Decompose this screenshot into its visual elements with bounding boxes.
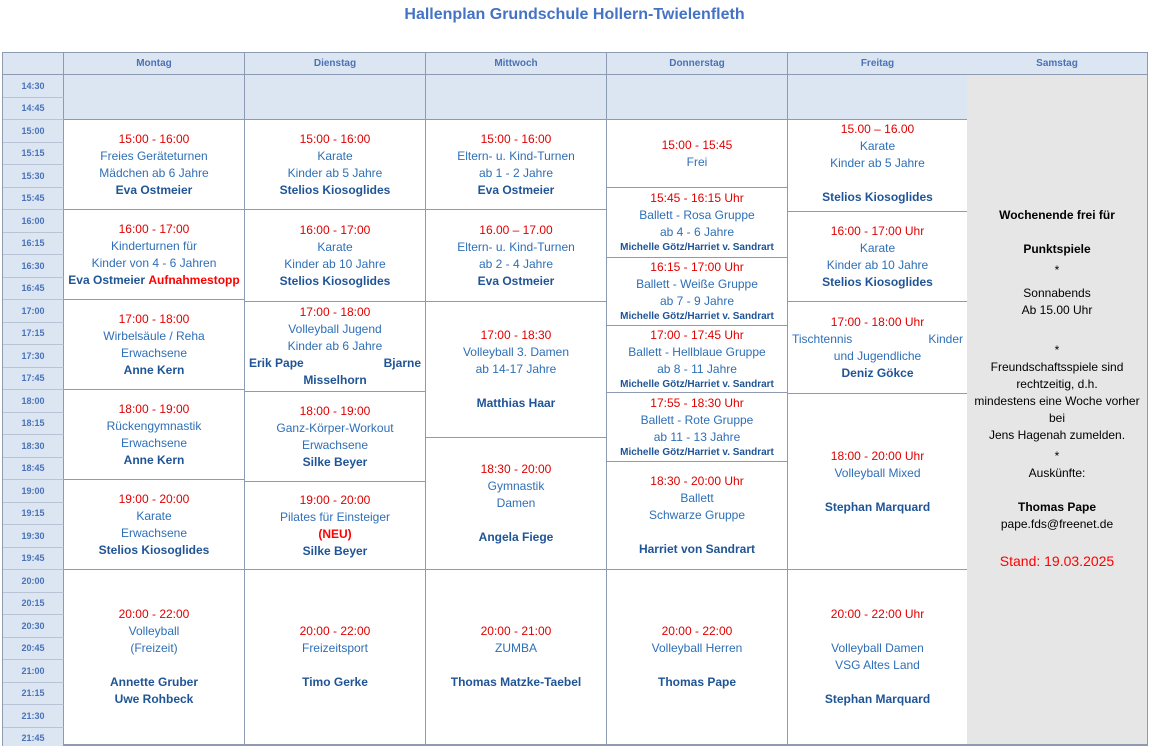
schedule-entry-dienstag <box>245 392 426 482</box>
time-slot: 15:00 <box>3 120 64 143</box>
entry-text: Karate <box>317 148 353 163</box>
entry-time: 20:00 - 22:00 Uhr <box>830 607 925 621</box>
time-slot: 20:30 <box>3 615 64 638</box>
entry-time: 15.00 – 16.00 <box>840 122 915 136</box>
schedule-entry-montag <box>64 570 245 745</box>
entry-text: Ganz-Körper-Workout <box>276 420 394 435</box>
schedule-entry-mittwoch <box>426 570 607 745</box>
time-slot: 21:45 <box>3 728 64 746</box>
entry-person: Uwe Rohbeck <box>114 692 194 706</box>
entry-text: Karate <box>859 139 896 153</box>
time-slot: 16:45 <box>3 278 64 301</box>
schedule-entry-montag <box>64 300 245 390</box>
entry-time: 18:00 - 19:00 <box>118 401 190 416</box>
time-slot: 20:00 <box>3 570 64 593</box>
entry-text: Rückengymnastik <box>106 418 202 433</box>
schedule-entry-dienstag <box>245 482 426 570</box>
entry-text: Volleyball <box>128 624 180 638</box>
entry-text: Kinder ab 5 Jahre <box>830 156 925 170</box>
entry-text: ab 4 - 6 Jahre <box>659 225 735 239</box>
time-slot: 14:30 <box>3 75 64 98</box>
schedule-entry-dienstag <box>245 210 426 302</box>
entry-time: 16:00 - 17:00 <box>118 221 190 236</box>
entry-text: Volleyball 3. Damen <box>462 345 570 359</box>
entry-text: Pilates für Einsteiger <box>279 509 391 524</box>
schedule-entry-mittwoch <box>426 302 607 438</box>
time-slot: 19:00 <box>3 480 64 503</box>
schedule-entry-donnerstag <box>607 188 788 258</box>
contact-name: Thomas Pape <box>1017 500 1097 514</box>
entry-text: Ballett - Weiße Gruppe <box>636 277 758 291</box>
schedule-entry-freitag <box>788 212 968 302</box>
entry-text: Schwarze Gruppe <box>648 508 746 522</box>
contact-email[interactable]: pape.fds@freenet.de <box>1000 517 1114 531</box>
entry-person: Stelios Kiosoglides <box>98 542 210 557</box>
entry-person: Eva Ostmeier <box>477 182 555 197</box>
entry-text: Erwachsene <box>120 525 188 540</box>
time-slot: 15:30 <box>3 165 64 188</box>
time-slot: 17:15 <box>3 323 64 346</box>
entry-text: Erwachsene <box>120 435 188 450</box>
entry-person: Angela Fiege <box>478 530 554 544</box>
entry-text: Kinder ab 10 Jahre <box>284 256 386 271</box>
entry-person: Anne Kern <box>123 362 185 377</box>
schedule-entry-donnerstag <box>607 326 788 393</box>
entry-time: 20:00 - 22:00 <box>661 624 733 638</box>
entry-person: Eva Ostmeier <box>477 273 555 288</box>
entry-text: Ballett - Hellblaue Gruppe <box>628 344 766 359</box>
entry-person: Annette Gruber <box>109 675 198 689</box>
entry-text: Kinder <box>928 331 963 346</box>
samstag-text: Ab 15.00 Uhr <box>1021 303 1093 317</box>
time-slot: 18:00 <box>3 390 64 413</box>
samstag-text: Jens Hagenah zumelden. <box>988 428 1126 442</box>
entry-time: 16:15 - 17:00 Uhr <box>650 260 744 274</box>
entry-text: Volleyball Herren <box>651 641 743 655</box>
entry-text: ab 2 - 4 Jahre <box>478 256 554 271</box>
day-header-mittwoch: Mittwoch <box>426 53 607 75</box>
entry-person: Erik Pape <box>249 356 304 370</box>
entry-time: 17:55 - 18:30 Uhr <box>650 395 744 410</box>
time-slot: 16:15 <box>3 233 64 256</box>
schedule-entry-donnerstag <box>607 570 788 745</box>
entry-person: Stelios Kiosoglides <box>822 274 933 289</box>
schedule-entry-donnerstag <box>607 258 788 326</box>
time-slot: 15:45 <box>3 188 64 211</box>
entry-time: 18:30 - 20:00 Uhr <box>650 474 744 488</box>
entry-person: Anne Kern <box>123 452 185 467</box>
entry-time: 15:00 - 15:45 <box>661 137 733 152</box>
entry-text: VSG Altes Land <box>835 658 920 672</box>
entry-person: Stelios Kiosoglides <box>279 273 391 288</box>
day-header-freitag: Freitag <box>788 53 968 75</box>
time-slot: 14:45 <box>3 98 64 121</box>
entry-text: Kinder von 4 - 6 Jahren <box>91 255 217 270</box>
entry-person: Misselhorn <box>303 373 367 387</box>
entry-person: Harriet von Sandrart <box>638 542 756 556</box>
entry-text: Freies Geräteturnen <box>100 148 208 163</box>
schedule-entry-mittwoch <box>426 120 607 210</box>
entry-time: 19:00 - 20:00 <box>299 492 371 507</box>
time-slot: 16:00 <box>3 210 64 233</box>
schedule-entry-mittwoch <box>426 438 607 570</box>
entry-text: Kinder ab 5 Jahre <box>287 165 383 180</box>
entry-text: Kinderturnen für <box>110 238 198 253</box>
time-slot: 16:30 <box>3 255 64 278</box>
entry-text: Gymnastik <box>487 479 545 493</box>
entry-person: Michelle Götz/Harriet v. Sandrart <box>620 242 774 253</box>
entry-time: 17:00 - 17:45 Uhr <box>650 327 744 342</box>
empty-slot-band <box>788 75 968 120</box>
entry-person: Silke Beyer <box>302 543 368 558</box>
samstag-heading: Wochenende frei für <box>999 208 1115 222</box>
time-slot: 18:45 <box>3 458 64 481</box>
entry-person: Michelle Götz/Harriet v. Sandrart <box>620 311 774 322</box>
schedule-entry-mittwoch <box>426 210 607 302</box>
day-header-dienstag: Dienstag <box>245 53 426 75</box>
entry-person: Michelle Götz/Harriet v. Sandrart <box>620 378 774 390</box>
schedule-grid <box>2 52 1148 746</box>
time-slot: 18:30 <box>3 435 64 458</box>
schedule-entry-dienstag <box>245 120 426 210</box>
time-slot: 15:15 <box>3 143 64 166</box>
schedule-entry-freitag <box>788 120 968 212</box>
entry-time: 19:00 - 20:00 <box>118 491 190 506</box>
entry-time: 17:00 - 18:00 Uhr <box>830 314 925 329</box>
entry-person: Stephan Marquard <box>824 499 931 514</box>
entry-time: 20:00 - 22:00 <box>118 607 190 621</box>
schedule-entry-donnerstag <box>607 462 788 570</box>
schedule-entry-dienstag <box>245 302 426 392</box>
entry-time: 15:00 - 16:00 <box>118 131 190 146</box>
schedule-entry-freitag <box>788 394 968 570</box>
schedule-entry-montag <box>64 210 245 300</box>
entry-time: 20:00 - 22:00 <box>299 624 371 638</box>
entry-text: Kinder ab 6 Jahre <box>287 339 383 353</box>
star-separator: * <box>1054 343 1060 357</box>
entry-person: Stelios Kiosoglides <box>822 190 933 204</box>
entry-text: Damen <box>496 496 536 510</box>
time-slot: 21:00 <box>3 660 64 683</box>
entry-person: Eva Ostmeier <box>68 272 146 287</box>
time-slot: 19:45 <box>3 548 64 571</box>
time-slot: 17:30 <box>3 345 64 368</box>
entry-text: Kinder ab 10 Jahre <box>826 257 929 272</box>
entry-text: (Freizeit) <box>130 641 178 655</box>
entry-text: und Jugendliche <box>833 348 922 363</box>
schedule-entry-montag <box>64 120 245 210</box>
entry-person: Stelios Kiosoglides <box>279 182 391 197</box>
entry-time: 16.00 – 17.00 <box>479 222 553 237</box>
star-separator: * <box>1054 449 1060 463</box>
entry-text: Freizeitsport <box>301 641 369 655</box>
schedule-entry-donnerstag <box>607 120 788 188</box>
page-title: Hallenplan Grundschule Hollern-Twielenfleth <box>404 6 745 23</box>
entry-text: Erwachsene <box>120 345 188 360</box>
time-slot: 21:30 <box>3 705 64 728</box>
entry-text: Erwachsene <box>301 437 369 452</box>
time-slot: 19:15 <box>3 503 64 526</box>
star-separator: * <box>1054 263 1060 277</box>
empty-slot-band <box>607 75 788 120</box>
entry-text: Ballett - Rote Gruppe <box>640 412 754 427</box>
entry-time: 18:00 - 20:00 Uhr <box>830 448 925 463</box>
entry-text: Tischtennis <box>792 331 853 346</box>
entry-text: Frei <box>686 154 708 169</box>
entry-person: Eva Ostmeier <box>115 182 193 197</box>
empty-slot-band <box>426 75 607 120</box>
samstag-text: bei <box>1048 411 1065 425</box>
entry-time: 15:45 - 16:15 Uhr <box>650 191 744 205</box>
corner-header <box>3 53 64 75</box>
time-slot: 20:45 <box>3 638 64 661</box>
schedule-entry-freitag <box>788 570 968 745</box>
schedule-entry-donnerstag <box>607 393 788 462</box>
empty-slot-band <box>245 75 426 120</box>
time-slot: 17:45 <box>3 368 64 391</box>
schedule-entry-montag <box>64 480 245 570</box>
entry-time: 15:00 - 16:00 <box>299 131 371 146</box>
empty-slot-band <box>64 75 245 120</box>
entry-person: Timo Gerke <box>302 675 368 689</box>
entry-person: Michelle Götz/Harriet v. Sandrart <box>620 446 774 458</box>
entry-text: Karate <box>859 240 896 255</box>
samstag-text: mindestens eine Woche vorher <box>974 394 1140 408</box>
entry-person: Stephan Marquard <box>824 692 931 706</box>
time-slot: 21:15 <box>3 683 64 706</box>
time-slot: 17:00 <box>3 300 64 323</box>
time-slot: 18:15 <box>3 413 64 436</box>
entry-text: Karate <box>317 239 353 254</box>
entry-text: Mädchen ab 6 Jahre <box>99 165 209 180</box>
stand-date: Stand: 19.03.2025 <box>999 553 1115 569</box>
samstag-heading: Punktspiele <box>1023 242 1091 256</box>
entry-text: ab 1 - 2 Jahre <box>478 165 554 180</box>
day-header-montag: Montag <box>64 53 245 75</box>
entry-time: 17:00 - 18:00 <box>299 305 371 319</box>
entry-time: 17:00 - 18:00 <box>118 311 190 326</box>
entry-text: ab 14-17 Jahre <box>475 362 557 376</box>
entry-time: 17:00 - 18:30 <box>480 328 552 342</box>
samstag-text: rechtzeitig, d.h. <box>1016 377 1098 391</box>
schedule-entry-freitag <box>788 302 968 394</box>
schedule-entry-montag <box>64 390 245 480</box>
entry-text: ab 11 - 13 Jahre <box>653 429 741 444</box>
entry-text: ab 8 - 11 Jahre <box>657 361 737 376</box>
entry-person: Silke Beyer <box>302 454 368 469</box>
entry-time: 15:00 - 16:00 <box>480 131 552 146</box>
samstag-text: Auskünfte: <box>1028 466 1086 480</box>
schedule-entry-dienstag <box>245 570 426 745</box>
entry-person: Bjarne <box>383 356 421 370</box>
time-slot: 20:15 <box>3 593 64 616</box>
entry-person: Deniz Gökce <box>841 365 914 380</box>
entry-text: Volleyball Jugend <box>288 322 382 336</box>
entry-person: Thomas Matzke-Taebel <box>450 675 582 689</box>
entry-text: ZUMBA <box>495 641 537 655</box>
entry-text: Ballett - Rosa Gruppe <box>639 208 755 222</box>
samstag-text: Sonnabends <box>1023 286 1091 300</box>
entry-time: 16:00 - 17:00 <box>299 222 371 237</box>
entry-text: Volleyball Mixed <box>834 465 921 480</box>
entry-time: 18:00 - 19:00 <box>299 403 371 418</box>
entry-text: Eltern- u. Kind-Turnen <box>457 148 575 163</box>
entry-note: (NEU) <box>318 526 352 541</box>
entry-text: Volleyball Damen <box>831 641 924 655</box>
day-header-samstag: Samstag <box>967 53 1147 75</box>
entry-note: Aufnahmestopp <box>148 272 240 287</box>
entry-text: Eltern- u. Kind-Turnen <box>457 239 575 254</box>
entry-person: Thomas Pape <box>657 675 737 689</box>
samstag-info-panel <box>967 75 1147 745</box>
day-header-donnerstag: Donnerstag <box>607 53 788 75</box>
entry-text: ab 7 - 9 Jahre <box>659 294 735 308</box>
entry-text: Ballett <box>680 491 714 505</box>
samstag-text: Freundschaftsspiele sind <box>990 360 1124 374</box>
entry-time: 20:00 - 21:00 <box>480 624 552 638</box>
entry-text: Karate <box>136 508 172 523</box>
entry-text: Wirbelsäule / Reha <box>103 328 205 343</box>
entry-time: 18:30 - 20:00 <box>480 462 552 476</box>
time-slot: 19:30 <box>3 525 64 548</box>
entry-time: 16:00 - 17:00 Uhr <box>830 223 925 238</box>
entry-person: Matthias Haar <box>476 396 556 410</box>
